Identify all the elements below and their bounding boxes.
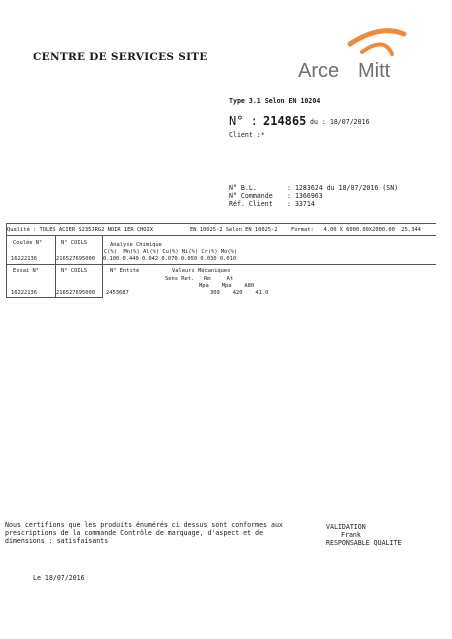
certificate-number: 214865 bbox=[263, 114, 307, 128]
mech-header-entite: N° Entité bbox=[110, 268, 140, 274]
footer-date: Le 18/07/2016 bbox=[33, 574, 85, 582]
mech-coil-value: 216527695000 bbox=[56, 290, 95, 296]
certificate-type: Type 3.1 Selon EN 10204 bbox=[229, 97, 321, 105]
bl-value: : 1283624 du 18/07/2016 (SN) bbox=[287, 184, 399, 192]
logo-text-left: Arce bbox=[298, 60, 340, 82]
mech-header-essai: Essai N° bbox=[13, 268, 39, 274]
mech-essai-value: 16222136 bbox=[11, 290, 37, 296]
commande-value: : 1366963 bbox=[287, 192, 323, 200]
ref-client-value: : 33714 bbox=[287, 200, 315, 208]
statement-line-3: dimensions : satisfaisants bbox=[5, 537, 109, 545]
statement-line-2: prescriptions de la commande Contrôle de marquage, d'aspect et de bbox=[5, 529, 264, 537]
signer-name: Frank bbox=[341, 531, 361, 539]
qualite-norme: EN 10025-2 Selon EN 10025-2 bbox=[190, 227, 278, 233]
mech-header-coils: N° COILS bbox=[61, 268, 87, 274]
mech-divider-2 bbox=[102, 264, 103, 297]
signer-role: RESPONSABLE QUALITE bbox=[326, 539, 402, 547]
ref-client-label: Réf. Client bbox=[229, 200, 273, 208]
qualite-top-rule bbox=[6, 223, 436, 224]
commande-label: N° Commande bbox=[229, 192, 273, 200]
chem-bottom-rule bbox=[6, 264, 436, 265]
client-line: Client :* bbox=[229, 131, 265, 139]
chem-header-coils: N° COILS bbox=[61, 240, 87, 246]
qualite-label: Qualité : TOLES ACIER S235JRG2 NOIR 1ER CHOIX bbox=[7, 227, 154, 233]
statement-line-1: Nous certifions que les produits énumérés ci dessus sont conformes aux bbox=[5, 521, 283, 529]
mech-entite-value: 2453687 bbox=[106, 290, 129, 296]
mech-bottom-rule-2 bbox=[55, 297, 103, 298]
centre-title: CENTRE DE SERVICES SITE bbox=[33, 51, 208, 63]
chem-header-elements: C(%) Mn(%) Al(%) Cu(%) Ni(%) Cr(%) Mo(%) bbox=[104, 249, 238, 255]
qualite-format: Format: 4.00 X 6000.00X2000.00 25.344 bbox=[291, 227, 421, 233]
chem-coil-value: 216527695000 bbox=[56, 256, 95, 262]
validation-label: VALIDATION bbox=[326, 523, 366, 531]
chem-header-coulee: Coulée N° bbox=[13, 240, 43, 246]
bl-label: N° B.L. bbox=[229, 184, 257, 192]
mech-header-valeurs: Valeurs Mécaniques bbox=[172, 268, 231, 274]
mech-header-cols: Sens Ret. Rm At bbox=[165, 276, 234, 282]
chem-coulee-value: 16222136 bbox=[11, 256, 37, 262]
qualite-bottom-rule bbox=[6, 235, 436, 236]
chem-header-analyse: Analyse Chimique bbox=[110, 242, 162, 248]
mech-bottom-rule-1 bbox=[6, 297, 56, 298]
table-left-border bbox=[6, 223, 7, 297]
logo-text-right: Mitt bbox=[358, 60, 391, 82]
mech-values: 309 420 41.0 bbox=[210, 290, 269, 296]
certificate-date: du : 18/07/2016 bbox=[310, 118, 370, 126]
mech-header-units: Mpa Mpa A80 bbox=[199, 283, 255, 289]
chem-values: 0.100 0.440 0.042 0.070 0.050 0.030 0.010 bbox=[103, 256, 237, 262]
certificate-number-label: N° : bbox=[229, 114, 258, 128]
